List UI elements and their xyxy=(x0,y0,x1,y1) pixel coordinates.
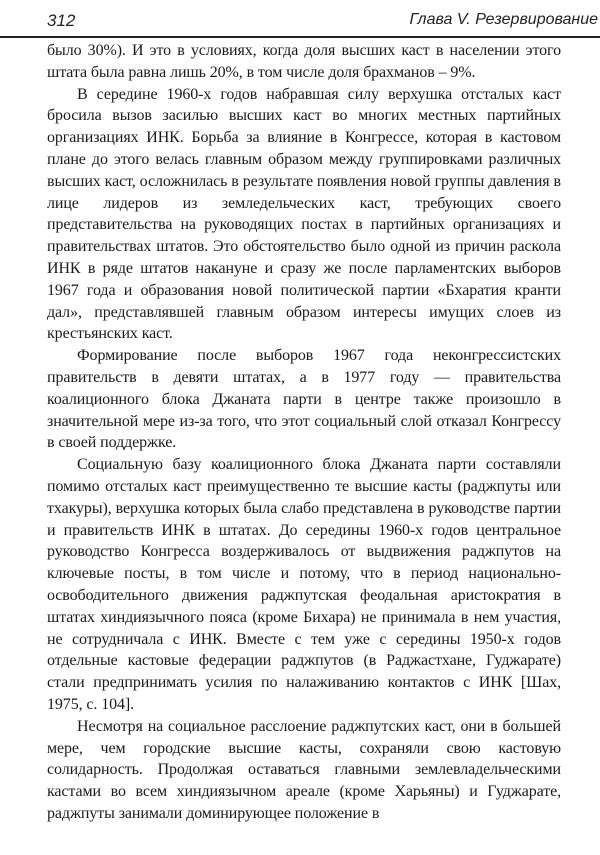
paragraph: Несмотря на социальное расслоение раджпутских каст, они в большей мере, чем городские высшие касты, сохраняли свою кастовую солидарность. Продолжая оставаться главными землевладельческими кастами во всем хиндиязычном ареале (кроме Харьяны) и Гуджарате, раджпуты занимали доминирующее положение в xyxy=(47,717,561,822)
paragraph-continuation: было 30%). И это в условиях, когда доля высших каст в населении этого штата была равна лишь 20%, в том числе доля брахманов – 9%. xyxy=(47,42,561,81)
paragraph: В середине 1960-х годов набравшая силу верхушка отсталых каст бросила вызов засилью высших каст во многих местных партийных организациях ИНК. Борьба за влияние в Конгрессе, которая в кастовом плане до этого велась главным образом между группировками различных высших каст, осложнилась в результате появления новой группы давления в лице лидеров из земледельческих каст, требующих своего представительства на руководящих постах в партийных организациях и правительствах штатов. Это обстоятельство было одной из причин раскола ИНК в ряде штатов накануне и сразу же после парламентских выборов 1967 года и образования новой политической партии «Бхаратия кранти дал», представлявшей главным образом интересы имущих слоев из крестьянских каст. xyxy=(47,85,561,343)
page-body xyxy=(47,40,561,825)
chapter-title: Глава V. Резервирование xyxy=(409,11,598,28)
paragraph: Формирование после выборов 1967 года неконгрессистских правительств в девяти штатах, а в 1977 году — правительства коалиционного блока Джаната парти в центре также произошло в значительной мере из-за того, что этот социальный слой отказал Конгрессу в своей поддержке. xyxy=(47,347,561,452)
page-number: 312 xyxy=(47,11,76,30)
paragraph: Социальную базу коалиционного блока Джаната парти составляли помимо отсталых каст преимущественно те высшие касты (раджпуты или тхакуры), верхушка которых была слабо представлена в руководстве партии и правительств ИНК в штатах. До середины 1960-х годов центральное руководство Конгресса воздерживалось от выдвижения раджпутов на ключевые посты, в том числе и потому, что в период национально-освободительного движения раджпутская феодальная аристократия в штатах хиндиязычного пояса (кроме Бихара) не принимала в нем участия, не сотрудничала с ИНК. Вместе с тем уже с середины 1950-х годов отдельные кастовые федерации раджпутов (в Раджастхане, Гуджарате) стали предпринимать усилия по налаживанию контактов с ИНК [Шах, 1975, с. 104]. xyxy=(47,456,561,713)
running-header xyxy=(0,0,600,38)
